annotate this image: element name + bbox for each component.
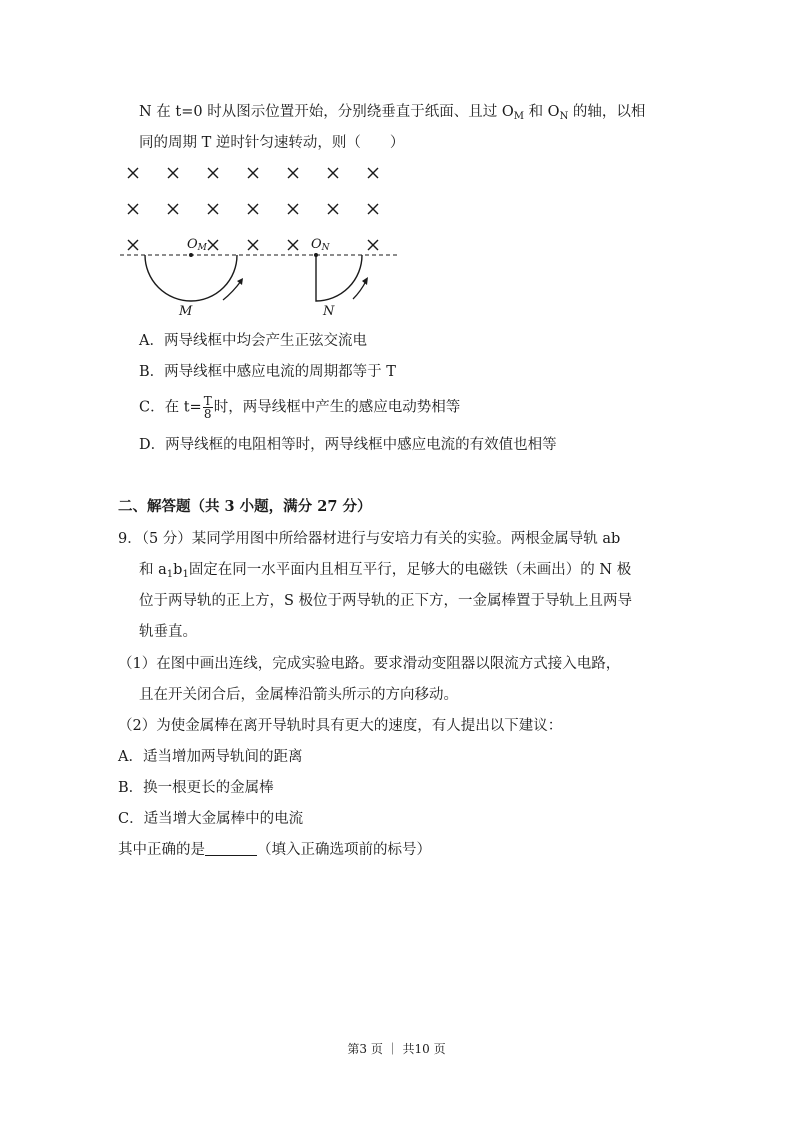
q8-option-c-suffix: 时，两导线框中产生的感应电动势相等: [213, 399, 461, 416]
axis-om-dot: [189, 253, 193, 257]
field-cross-icon: [328, 204, 338, 214]
q8-option-d: D．两导线框的电阻相等时，两导线框中感应电流的有效值也相等: [139, 437, 557, 453]
label-n: N: [323, 304, 335, 319]
q9-option-a: A．适当增加两导轨间的距离: [118, 749, 303, 765]
field-cross-icon: [288, 168, 298, 178]
frame-m-semicircle: [145, 255, 237, 301]
label-on: ON: [311, 237, 330, 253]
field-cross-icon: [128, 240, 138, 250]
field-cross-icon: [368, 168, 378, 178]
rotation-arrow-m: [223, 281, 241, 300]
label-om: OM: [187, 237, 207, 253]
q9-part1-line1: （1）在图中画出连线，完成实验电路。要求滑动变阻器以限流方式接入电路，: [118, 656, 621, 672]
q9-line4: 轨垂直。: [139, 624, 197, 640]
fraction-numerator: T: [203, 394, 212, 408]
rotation-arrow-n: [353, 281, 366, 299]
field-cross-icon: [248, 204, 258, 214]
fraction-t-over-8: [203, 395, 213, 420]
field-cross-icon: [128, 204, 138, 214]
field-cross-icon: [128, 168, 138, 178]
field-cross-icon: [328, 168, 338, 178]
q8-stem-line1: [139, 102, 645, 127]
section-heading: 二、解答题（共 3 小题，满分 27 分）: [118, 498, 372, 515]
q8-stem-sub-m: M: [513, 111, 524, 122]
q9-answer-prefix: 其中正确的是: [118, 842, 205, 858]
q9-line3: 位于两导轨的正上方，S 极位于两导轨的正下方，一金属棒置于导轨上且两导: [139, 593, 633, 609]
field-cross-icon: [368, 240, 378, 250]
q9-sub-1b: 1: [182, 569, 189, 580]
q9-line2-a: 和 a: [139, 562, 167, 578]
q8-option-c: [139, 395, 460, 420]
q8-option-a: A．两导线框中均会产生正弦交流电: [139, 333, 367, 349]
q8-stem-line1-a: N 在 t=0 时从图示位置开始，分别绕垂直于纸面、且过 O: [139, 104, 514, 120]
field-cross-icon: [168, 204, 178, 214]
q9-line1: 9．（5 分）某同学用图中所给器材进行与安培力有关的实验。两根金属导轨 ab: [118, 531, 621, 547]
field-cross-icon: [168, 168, 178, 178]
q8-stem-line2: 同的周期 T 逆时针匀速转动，则（ ）: [139, 135, 405, 151]
label-m: M: [179, 304, 193, 319]
fraction-denominator: 8: [203, 407, 212, 421]
field-cross-icon: [248, 168, 258, 178]
frame-n-quarter: [316, 255, 362, 301]
q9-answer-suffix: （填入正确选项前的标号）: [257, 842, 431, 858]
axis-on-dot: [314, 253, 318, 257]
q9-part1-line2: 且在开关闭合后，金属棒沿箭头所示的方向移动。: [139, 687, 458, 703]
q8-figure: [115, 160, 405, 320]
page-footer: 第3 页 ｜ 共10 页: [347, 1042, 446, 1056]
q9-sub-1a: 1: [166, 569, 174, 580]
field-cross-icon: [208, 168, 218, 178]
q9-option-c: C．适当增大金属棒中的电流: [118, 811, 304, 827]
field-cross-icon: [368, 204, 378, 214]
q9-line2-c: 固定在同一水平面内且相互平行，足够大的电磁铁（未画出）的 N 极: [188, 562, 632, 578]
answer-blank[interactable]: [205, 841, 257, 856]
q9-answer-line: [118, 840, 431, 860]
q9-part2: （2）为使金属棒在离开导轨时具有更大的速度，有人提出以下建议：: [118, 718, 563, 734]
q9-option-b: B．换一根更长的金属棒: [118, 780, 274, 796]
q9-line2: [139, 560, 631, 585]
field-cross-icon: [208, 204, 218, 214]
q9-line2-b: b: [173, 562, 183, 578]
q8-stem-sub-n: N: [559, 111, 569, 122]
field-cross-icon: [208, 240, 218, 250]
field-cross-icon: [288, 240, 298, 250]
q8-option-c-prefix: C．在 t=: [139, 399, 202, 416]
q8-stem-line1-b: 和 O: [523, 104, 560, 120]
field-cross-icon: [248, 240, 258, 250]
q8-option-b: B．两导线框中感应电流的周期都等于 T: [139, 364, 396, 380]
q8-stem-line1-c: 的轴，以相: [568, 104, 646, 120]
field-cross-icon: [288, 204, 298, 214]
